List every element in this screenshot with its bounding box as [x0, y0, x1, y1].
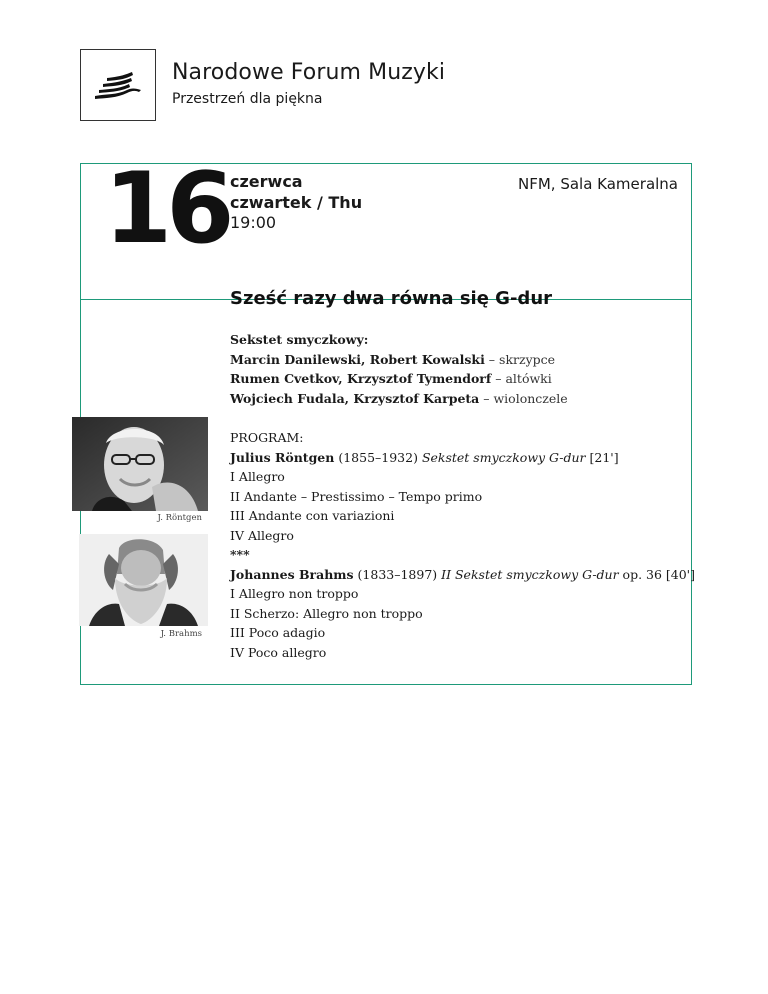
ensemble-member: Marcin Danilewski, Robert Kowalski – skrzypce [230, 351, 556, 367]
portrait-roentgen [72, 417, 208, 511]
work-brahms: Johannes Brahms (1833–1897) II Sekstet smyczkowy G-dur op. 36 [40'] [230, 566, 696, 582]
concert-title: Sześć razy dwa równa się G-dur [230, 288, 553, 309]
movement: II Andante – Prestissimo – Tempo primo [230, 488, 483, 504]
movement: II Scherzo: Allegro non troppo [230, 605, 423, 621]
portrait-brahms [79, 534, 208, 626]
movement: III Andante con variazioni [230, 508, 395, 523]
movement: III Poco adagio [230, 625, 326, 640]
program-separator: *** [230, 547, 250, 562]
movement: I Allegro non troppo [230, 586, 359, 601]
event-weekday: czwartek / Thu [230, 193, 363, 212]
event-time: 19:00 [230, 213, 277, 232]
org-name: Narodowe Forum Muzyki [172, 60, 446, 85]
logo-box [80, 49, 156, 121]
movement: IV Allegro [230, 527, 294, 543]
nfm-wave-logo-icon [91, 68, 147, 104]
org-tagline: Przestrzeń dla piękna [172, 91, 323, 107]
ensemble-block [230, 330, 568, 408]
event-venue: NFM, Sala Kameralna [518, 175, 678, 193]
work-roentgen: Julius Röntgen (1855–1932) Sekstet smyczkowy G-dur [21'] [230, 449, 619, 465]
event-day: 16 [104, 152, 229, 266]
caption-roentgen: J. Röntgen [157, 513, 202, 523]
movement: I Allegro [230, 469, 285, 484]
event-month: czerwca [230, 172, 303, 191]
ensemble-heading: Sekstet smyczkowy: [230, 332, 369, 347]
program-block [230, 428, 695, 662]
ensemble-member: Rumen Cvetkov, Krzysztof Tymendorf – altówki [230, 371, 552, 386]
caption-brahms: J. Brahms [160, 629, 202, 639]
ensemble-member: Wojciech Fudala, Krzysztof Karpeta – wiolonczele [230, 390, 568, 406]
program-heading: PROGRAM: [230, 430, 304, 445]
movement: IV Poco allegro [230, 644, 327, 660]
